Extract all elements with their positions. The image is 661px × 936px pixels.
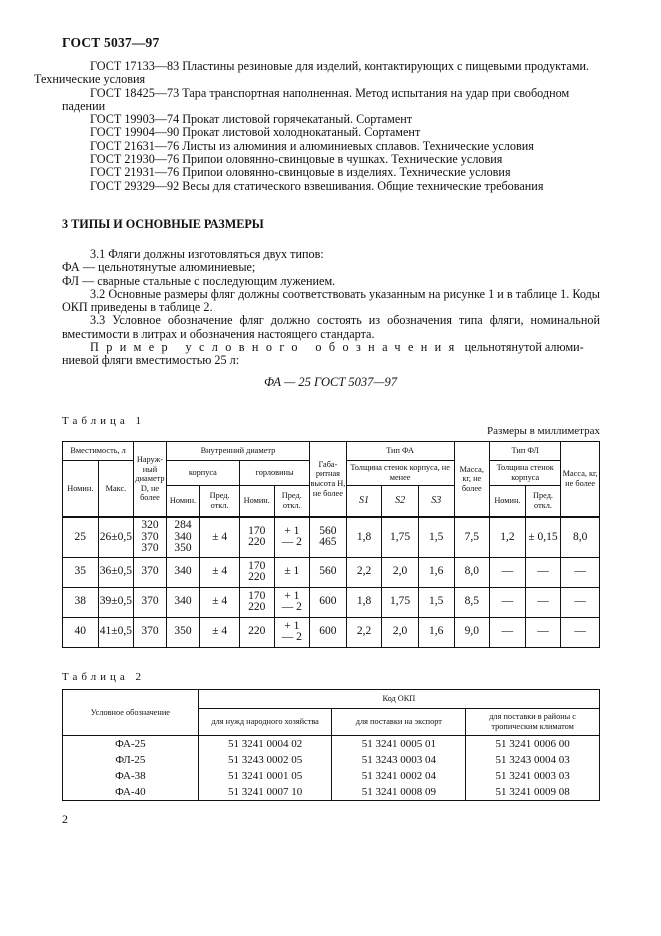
example-designation: ФА — 25 ГОСТ 5037—97 xyxy=(263,375,398,389)
cell: 340 xyxy=(166,557,200,587)
cell: ± 1 xyxy=(274,557,310,587)
h-body-dev: Пред. откл. xyxy=(200,486,240,518)
cell: 370 xyxy=(134,617,167,647)
cell: 370 xyxy=(134,587,167,617)
reference-item: ГОСТ 18425—73 Тара транспортная наполненная. Метод испытания на удар при свободном падении xyxy=(62,85,570,113)
cell: ± 0,15 xyxy=(525,517,561,557)
cell: 25 xyxy=(63,517,99,557)
table-row xyxy=(63,752,600,768)
cell: 2,2 xyxy=(346,557,382,587)
cell: — xyxy=(490,557,526,587)
cell: 2,0 xyxy=(382,557,419,587)
cell: 36±0,5 xyxy=(98,557,134,587)
h-wall-fa: Толщина стенок корпуса, не менее xyxy=(346,461,454,486)
table-row xyxy=(63,736,600,753)
example-paragraph: Пример условного обозначения цельнотянутой алюми- xyxy=(90,340,584,355)
cell: 51 3241 0006 00 xyxy=(466,736,600,753)
cell: 51 3241 0007 10 xyxy=(198,784,332,801)
cell: 170 220 xyxy=(239,587,274,617)
cell: ± 4 xyxy=(200,617,240,647)
cell: 51 3243 0004 03 xyxy=(466,752,600,768)
cell: + 1 — 2 xyxy=(274,587,310,617)
h-height: Габа-ритная высота H, не более xyxy=(310,442,347,518)
cell: 38 xyxy=(63,587,99,617)
h-type-fa: Тип ФА xyxy=(346,442,454,461)
cell: ФА-38 xyxy=(63,768,199,784)
cell: ± 4 xyxy=(200,587,240,617)
h-okp: Код ОКП xyxy=(198,690,599,709)
cell: 51 3241 0003 03 xyxy=(466,768,600,784)
cell: 1,8 xyxy=(346,517,382,557)
cell: 1,6 xyxy=(418,557,454,587)
cell: — xyxy=(561,617,600,647)
cell: — xyxy=(561,587,600,617)
table-row xyxy=(63,768,600,784)
table1-units: Размеры в миллиметрах xyxy=(487,425,600,437)
cell: 26±0,5 xyxy=(98,517,134,557)
cell: — xyxy=(561,557,600,587)
table1 xyxy=(62,441,600,648)
h-body: корпуса xyxy=(166,461,239,486)
cell: 2,2 xyxy=(346,617,382,647)
cell: + 1 — 2 xyxy=(274,517,310,557)
cell: 51 3241 0008 09 xyxy=(332,784,466,801)
cell: 39±0,5 xyxy=(98,587,134,617)
h-max: Макс. xyxy=(98,461,134,518)
cell: 9,0 xyxy=(454,617,490,647)
h-tropical: для поставки в районы с тропическим климатом xyxy=(466,709,600,736)
cell: 370 xyxy=(134,557,167,587)
h-export: для поставки на экспорт xyxy=(332,709,466,736)
h-mass-fl: Масса, кг, не более xyxy=(561,442,600,518)
cell: — xyxy=(525,617,561,647)
h-designation: Условное обозначение xyxy=(63,690,199,736)
cell: 51 3241 0005 01 xyxy=(332,736,466,753)
cell: 1,8 xyxy=(346,587,382,617)
cell: 600 xyxy=(310,587,347,617)
section-title: 3 ТИПЫ И ОСНОВНЫЕ РАЗМЕРЫ xyxy=(62,217,264,231)
cell: — xyxy=(525,587,561,617)
reference-item: ГОСТ 17133—83 Пластины резиновые для изделий, контактирующих с пищевыми продуктами. Технические условия xyxy=(34,59,590,87)
h-inner-diameter: Внутренний диаметр xyxy=(166,442,309,461)
table-row xyxy=(63,517,600,557)
cell: 8,0 xyxy=(561,517,600,557)
h-wall-nom: Номин. xyxy=(490,486,526,518)
cell: 1,6 xyxy=(418,617,454,647)
h-s3: S3 xyxy=(418,486,454,518)
cell: 51 3241 0001 05 xyxy=(198,768,332,784)
h-mass-fa: Масса, кг, не более xyxy=(454,442,490,518)
example-label: Пример условного обозначения xyxy=(90,340,462,355)
cell: 1,2 xyxy=(490,517,526,557)
cell: 350 xyxy=(166,617,200,647)
cell: 35 xyxy=(63,557,99,587)
cell: 170 220 xyxy=(239,517,274,557)
cell: 7,5 xyxy=(454,517,490,557)
type-fa-line: ФА — цельнотянутые алюминиевые; xyxy=(62,260,256,275)
h-nom: Номин. xyxy=(63,461,99,518)
table-row xyxy=(63,587,600,617)
cell: 220 xyxy=(239,617,274,647)
normative-references xyxy=(34,59,600,193)
reference-item: ГОСТ 29329—92 Весы для статического взвешивания. Общие технические требования xyxy=(90,178,544,193)
cell: 560 xyxy=(310,557,347,587)
cell: 560 465 xyxy=(310,517,347,557)
cell: 40 xyxy=(63,617,99,647)
h-neck: горловины xyxy=(239,461,309,486)
cell: 320 370 370 xyxy=(134,517,167,557)
cell: ± 4 xyxy=(200,557,240,587)
cell: 2,0 xyxy=(382,617,419,647)
paragraph-3-3: 3.3 Условное обозначение фляг должно состоять из обозначения типа фляги, номинальной вместимости в литрах и обозначения настоящего стандарта. xyxy=(62,313,600,341)
cell: 170 220 xyxy=(239,557,274,587)
h-type-fl: Тип ФЛ xyxy=(490,442,561,461)
h-wall-dev: Пред. откл. xyxy=(525,486,561,518)
cell: 8,0 xyxy=(454,557,490,587)
table2 xyxy=(62,689,600,801)
cell: 51 3241 0004 02 xyxy=(198,736,332,753)
h-body-nom: Номин. xyxy=(166,486,200,518)
document-header: ГОСТ 5037—97 xyxy=(62,35,160,50)
cell: 51 3241 0002 04 xyxy=(332,768,466,784)
h-domestic: для нужд народного хозяйства xyxy=(198,709,332,736)
cell: 1,75 xyxy=(382,517,419,557)
type-fl-line: ФЛ — сварные стальные с последующим лужением. xyxy=(62,273,336,288)
cell: ± 4 xyxy=(200,517,240,557)
h-capacity: Вместимость, л xyxy=(63,442,134,461)
cell: ФЛ-25 xyxy=(63,752,199,768)
cell: 1,5 xyxy=(418,587,454,617)
h-wall-fl: Толщина стенок корпуса xyxy=(490,461,561,486)
h-outer-diameter: Наруж-ный диаметр D, не более xyxy=(134,442,167,518)
table-row xyxy=(63,784,600,801)
reference-item: ГОСТ 21631—76 Листы из алюминия и алюминиевых сплавов. Технические условия xyxy=(90,138,534,153)
h-s2: S2 xyxy=(382,486,419,518)
table-row xyxy=(63,617,600,647)
cell: ФА-40 xyxy=(63,784,199,801)
reference-item: ГОСТ 19904—90 Прокат листовой холоднокатаный. Сортамент xyxy=(90,125,421,140)
h-neck-nom: Номин. xyxy=(239,486,274,518)
cell: ФА-25 xyxy=(63,736,199,753)
cell: — xyxy=(490,587,526,617)
cell: 1,5 xyxy=(418,517,454,557)
table1-caption: Таблица 1 xyxy=(62,415,146,427)
cell: 51 3243 0003 04 xyxy=(332,752,466,768)
cell: 340 xyxy=(166,587,200,617)
table2-caption: Таблица 2 xyxy=(62,671,146,683)
example-continuation: ниевой фляги вместимостью 25 л: xyxy=(62,353,240,368)
cell: 600 xyxy=(310,617,347,647)
cell: — xyxy=(490,617,526,647)
reference-item: ГОСТ 21930—76 Припои оловянно-свинцовые в чушках. Технические условия xyxy=(90,152,503,167)
h-s1: S1 xyxy=(346,486,382,518)
cell: 51 3241 0009 08 xyxy=(466,784,600,801)
cell: 51 3243 0002 05 xyxy=(198,752,332,768)
h-neck-dev: Пред. откл. xyxy=(274,486,310,518)
cell: 41±0,5 xyxy=(98,617,134,647)
paragraph-3-1: 3.1 Фляги должны изготовляться двух типов: xyxy=(90,247,324,261)
cell: 1,75 xyxy=(382,587,419,617)
reference-item: ГОСТ 19903—74 Прокат листовой горячекатаный. Сортамент xyxy=(90,112,413,127)
page-number: 2 xyxy=(62,812,68,826)
cell: + 1 — 2 xyxy=(274,617,310,647)
paragraph-3-2: 3.2 Основные размеры фляг должны соответствовать указанным на рисунке 1 и в таблице 1. Коды ОКП приведены в таблице 2. xyxy=(62,286,600,315)
table-row xyxy=(63,557,600,587)
section-body xyxy=(62,248,600,368)
cell: 284 340 350 xyxy=(166,517,200,557)
cell: — xyxy=(525,557,561,587)
cell: 8,5 xyxy=(454,587,490,617)
reference-item: ГОСТ 21931—76 Припои оловянно-свинцовые в изделиях. Технические условия xyxy=(90,165,511,180)
